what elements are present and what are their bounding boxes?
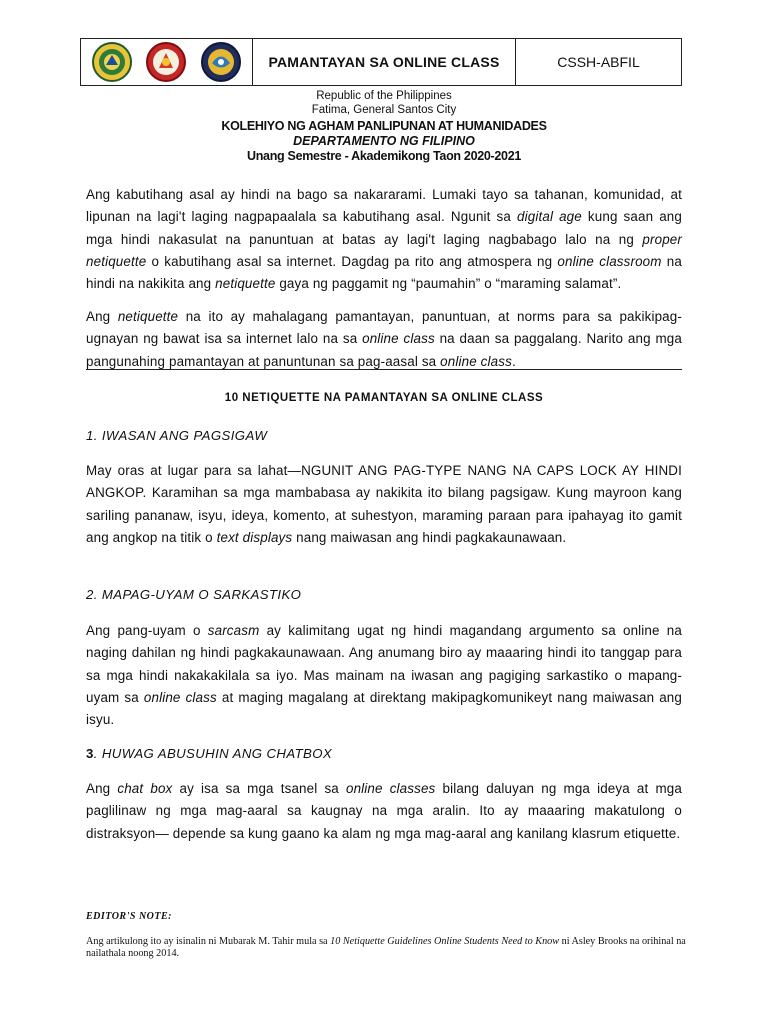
item-3-body: Ang chat box ay isa sa mga tsanel sa online classes bilang daluyan ng mga ideya at mga paglilinaw ng mga mag-aaral sa kaugnay na mga aralin. Ito ay maaaring makatulong o distraksyon— depende sa kung gaano ka alam ng mga mag-aaral ang kanilang klasrum etiquette.	[86, 781, 682, 841]
department-name: DEPARTAMENTO NG FILIPINO	[293, 134, 475, 148]
item-2-heading: 2. MAPAG-UYAM O SARKASTIKO	[86, 587, 302, 602]
header-title: PAMANTAYAN SA ONLINE CLASS	[253, 39, 516, 85]
document-header	[80, 38, 682, 86]
location-line: Fatima, General Santos City	[311, 104, 457, 116]
logo-group	[81, 39, 253, 85]
item-1-heading: 1. IWASAN ANG PAGSIGAW	[86, 428, 268, 443]
department-seal-icon	[201, 42, 241, 82]
editor-note-text: Ang artikulong ito ay isinalin ni Mubarak M. Tahir mula sa 10 Netiquette Guidelines Online Students Need to Know ni Asley Brooks na orihinal na nailathala noong 2014.	[86, 936, 686, 959]
header-code: CSSH-ABFIL	[557, 54, 640, 70]
country-line: Republic of the Philippines	[316, 90, 452, 102]
item-3-number: 3	[86, 746, 94, 761]
section-title: 10 NETIQUETTE NA PAMANTAYAN SA ONLINE CLASS	[224, 392, 544, 404]
editor-note-label: EDITOR'S NOTE:	[86, 911, 172, 922]
item-2-body: Ang pang-uyam o sarcasm ay kalimitang ugat ng hindi magandang argumento sa online na naging dahilan ng hindi pagkakaunawaan. Ang anumang biro ay maaaring hindi ito tanggap para sa mga hindi nakakakilala sa iyo. Mas mainam na iwasan ang pagiging sarkastiko o mapang-uyam sa online class at maging magalang at direktang makipagkomunikeyt nang maiwasan ang isyu.	[86, 623, 683, 728]
item-1-body: May oras at lugar para sa lahat—NGUNIT ANG PAG-TYPE NANG NA CAPS LOCK AY HINDI ANGKOP. Karamihan sa mga mambabasa ay nakikita ito bilang pagsigaw. Kung mayroon kang sariling pananaw, isyu, ideya, komento, at suhestyon, maraming paraan para ipahayag ito gamit ang angkop na titik o text displays nang maiwasan ang hindi pagkakaunawaan.	[86, 463, 682, 545]
university-seal-icon	[92, 42, 132, 82]
intro-paragraph-2: Ang netiquette na ito ay mahalagang pamantayan, panuntuan, at norms para sa pakikipag-ugnayan ng bawat isa sa internet lalo na sa online class na daan sa paggalang. Narito ang mga pangunahing pamantayan at panuntunan sa pag-aasal sa online class.	[86, 309, 682, 369]
college-name: KOLEHIYO NG AGHAM PANLIPUNAN AT HUMANIDADES	[221, 119, 547, 133]
semester-line: Unang Semestre - Akademikong Taon 2020-2021	[246, 149, 521, 163]
divider-line	[86, 369, 682, 370]
college-seal-icon	[146, 42, 186, 82]
item-3-heading: 3. HUWAG ABUSUHIN ANG CHATBOX	[86, 746, 333, 761]
intro-paragraph-1: Ang kabutihang asal ay hindi na bago sa nakararami. Lumaki tayo sa tahanan, komunidad, at lipunan na lagi't laging nagpapaalala sa kabutihang asal. Ngunit sa digital age kung saan ang mga hindi nakasulat na panuntuan at batas ay lagi't laging nagbabago lalo na ng proper netiquette o kabutihang asal sa internet. Dagdag pa rito ang atmospera ng online classroom na hindi na nakikita ang netiquette gaya ng paggamit ng “paumahin” o “maraming salamat”.	[86, 187, 683, 292]
